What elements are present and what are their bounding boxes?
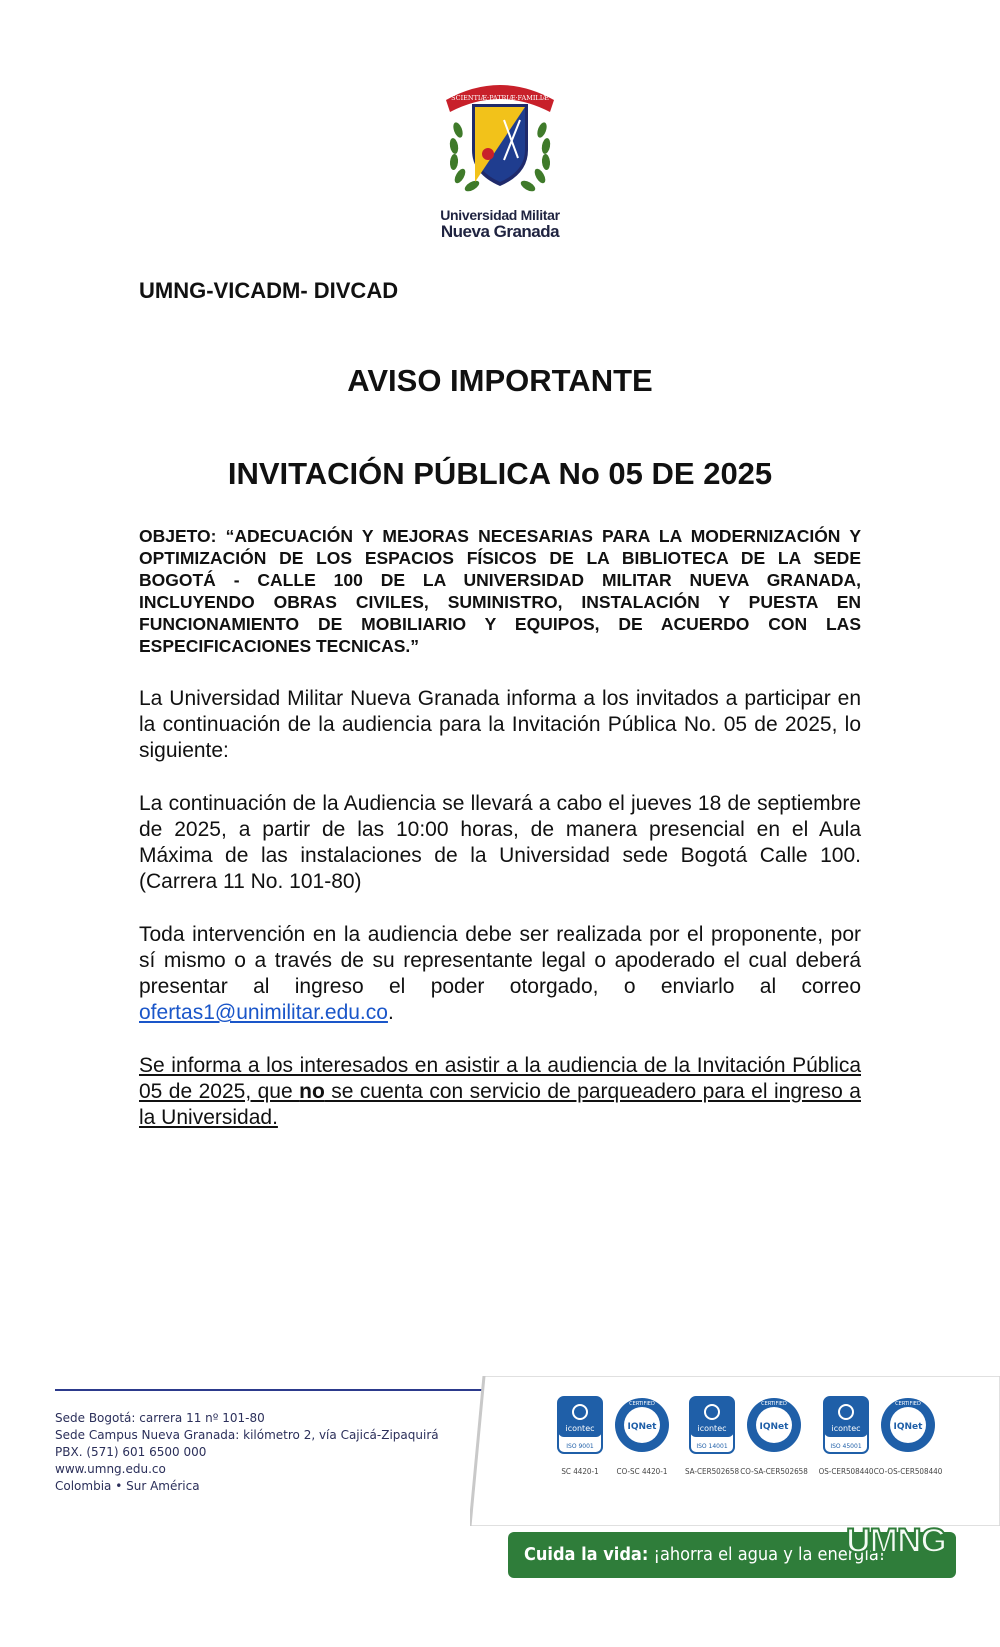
umng-logo: UMNG [846,1522,946,1560]
svg-text:CERTIFIED: CERTIFIED [761,1401,787,1407]
page-title: AVISO IMPORTANTE [347,363,653,398]
iqnet-badge [612,1396,672,1476]
cert-code: SC 4420-1 [561,1467,599,1476]
invitation-title: INVITACIÓN PÚBLICA No 05 DE 2025 [227,456,773,491]
cert-code: OS-CER508440 [818,1467,874,1476]
svg-text:icontec: icontec [565,1424,595,1433]
address-line: Sede Bogotá: carrera 11 nº 101-80 [55,1411,265,1425]
svg-text:ISO 14001: ISO 14001 [696,1443,728,1450]
object-statement: OBJETO: “ADECUACIÓN Y MEJORAS NECESARIAS PARA LA MODERNIZACIÓN Y OPTIMIZACIÓN DE LOS ESPACIOS FÍSICOS DE LA BIBLIOTECA DE LA SEDE BOGOTÁ - CALLE 100 DE LA UNIVERSIDAD MILITAR NUEVA GRANADA, INCLUYENDO OBRAS CIVILES, SUMINISTRO, INSTALACIÓN Y PUESTA EN FUNCIONAMIENTO DE MOBILIARIO Y EQUIPOS, DE ACUERDO CON LAS ESPECIFICACIONES TECNICAS.” [139,526,861,656]
motto-text: SCIENTIÆ·PATRIÆ·FAMILIÆ [451,94,549,102]
intervention-end: . [387,1001,394,1024]
cert-code: CO-SC 4420-1 [616,1467,668,1476]
paragraph-parking-notice [139,1053,861,1131]
website-link[interactable]: www.umng.edu.co [55,1462,166,1476]
iqnet-badge [740,1396,808,1476]
footer-divider [55,1389,500,1391]
university-logo [433,70,567,241]
banner-text [524,1544,885,1565]
cert-code: SA-CER502658 [684,1467,740,1476]
parking-text-after: se cuenta con servicio de parqueadero para el ingreso a la Universidad. [139,1080,861,1129]
svg-text:ISO 45001: ISO 45001 [830,1443,862,1450]
icontec-icon [557,1396,603,1454]
address-line: PBX. (571) 601 6500 000 [55,1445,207,1459]
svg-text:CERTIFIED: CERTIFIED [895,1401,921,1407]
iqnet-icon [879,1396,937,1454]
icontec-iso45001-badge [816,1396,876,1476]
parking-emphasis: no [299,1080,325,1103]
environment-banner [508,1522,956,1578]
icontec-iso9001-badge [550,1396,610,1476]
svg-text:IQNet: IQNet [627,1422,657,1432]
svg-text:CERTIFIED: CERTIFIED [629,1401,655,1407]
document-code: UMNG-VICADM- DIVCAD [139,278,399,303]
iqnet-badge [873,1396,943,1476]
icontec-icon [689,1396,735,1454]
certification-badges [548,1396,948,1506]
svg-text:icontec: icontec [697,1424,727,1433]
iqnet-icon [745,1396,803,1454]
address-line: Sede Campus Nueva Granada: kilómetro 2, vía Cajicá-Zipaquirá [55,1428,439,1442]
svg-text:ISO 9001: ISO 9001 [566,1443,594,1450]
paragraph-intro: La Universidad Militar Nueva Granada informa a los invitados a participar en la continuación de la audiencia para la Invitación Pública No. 05 de 2025, lo siguiente: [139,687,861,762]
university-name-line2: Nueva Granada [440,222,560,241]
icontec-iso14001-badge [682,1396,742,1476]
email-link[interactable]: ofertas1@unimilitar.edu.co [139,1001,388,1024]
svg-text:icontec: icontec [831,1424,861,1433]
parking-text-before: Se informa a los interesados en asistir a la audiencia de la Invitación Pública 05 de 2025, que [139,1054,861,1103]
coat-of-arms-icon [440,70,560,205]
banner-bold: Cuida la vida: [524,1544,649,1565]
university-name-line1: Universidad Militar [440,207,560,223]
paragraph-intervention [139,922,861,1026]
address-line: Colombia • Sur América [55,1479,200,1493]
banner-message: ¡ahorra el agua y la energía! [648,1544,886,1565]
svg-text:IQNet: IQNet [893,1422,923,1432]
paragraph-audience-date: La continuación de la Audiencia se llevará a cabo el jueves 18 de septiembre de 2025, a partir de las 10:00 horas, de manera presencial en el Aula Máxima de las instalaciones de la Universidad sede Bogotá Calle 100. (Carrera 11 No. 101-80) [139,792,861,893]
footer-address [55,1410,439,1495]
cert-code: CO-SA-CER502658 [740,1467,808,1476]
cert-code: CO-OS-CER508440 [873,1467,943,1476]
svg-text:IQNet: IQNet [759,1422,789,1432]
icontec-icon [823,1396,869,1454]
iqnet-icon [613,1396,671,1454]
intervention-text: Toda intervención en la audiencia debe ser realizada por el proponente, por sí mismo o a través de su representante legal o apoderado el cual deberá presentar al ingreso el poder otorgado, o enviarlo al correo [139,923,861,998]
